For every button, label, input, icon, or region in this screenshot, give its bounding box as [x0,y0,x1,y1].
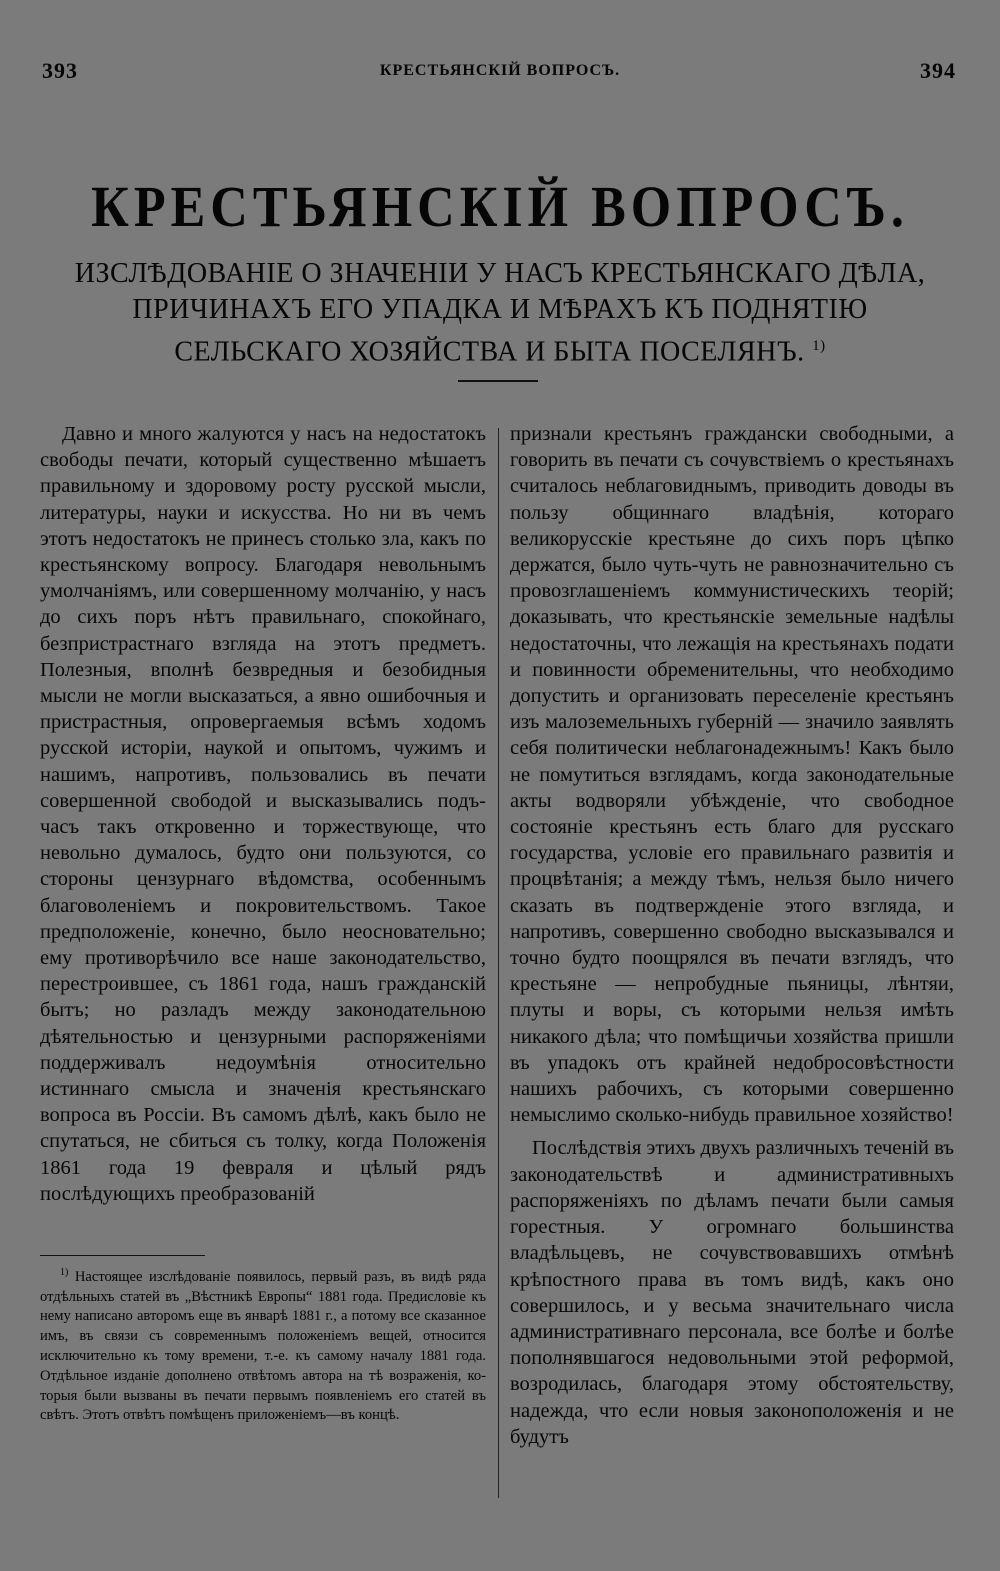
running-head [0,58,1000,88]
page-number-left: 393 [42,58,78,83]
subtitle-footnote-mark: 1) [812,338,826,354]
subtitle-line-3 [60,328,940,370]
right-column-paragraph-2: Послѣдствія этихъ двухъ различныхъ теченій въ законодательствѣ и административныхъ распоряженіяхъ по дѣламъ печати были самыя горестныя. У огромнаго большинства владѣльцевъ, не сочувствовавшихъ отмѣнѣ крѣпостного права въ томъ видѣ, какъ оно совершилось, и у весьма значительнаго числа административнаго персонала, все болѣе и болѣе пополнявшагося недовольными этой реформой, возродилась, благодаря этому обстоятельству, надежда, что если новыя законоположенія и не будутъ [510,1137,954,1448]
footnote-text: Настоящее изслѣдованіе появилось, первый разъ, въ видѣ ряда отдѣльныхъ статей въ „Вѣстникѣ Европы“ 1881 года. Предисловіе къ нему написано авторомъ еще въ январѣ 1881 г., а потому все сказанное имъ, въ связи съ современнымъ положеніемъ вещей, относится исключительно къ тому времени, т.-е. къ самому началу 1881 года. Отдѣльное изданіе дополнено отвѣтомъ автора на тѣ возраженія, которыя были вызваны въ печати первымъ появленіемъ его статей въ свѣтъ. Этотъ отвѣтъ помѣщенъ приложеніемъ—въ концѣ. [40,1268,486,1424]
subtitle-line-2: ПРИЧИНАХЪ ЕГО УПАДКА И МѢРАХЪ КЪ ПОДНЯТІЮ [132,294,868,325]
right-column-paragraph-1: признали крестьянъ граждански свободными, а говорить въ печати съ сочувствіемъ о крестьянахъ считалось неблаговиднымъ, приводить доводы въ пользу общиннаго владѣнія, котораго великорусскіе крестьяне до сихъ поръ цѣпко держатся, было чуть-чуть не равнозначительно съ провозглашеніемъ коммунистическихъ теорій; доказывать, что крестьянскіе земельные надѣлы недостаточны, что лежащія на крестьянахъ подати и повинности обременительны, что необходимо допустить и организовать переселеніе крестьянъ изъ малоземельныхъ губерній — значило заявлять себя политически неблагонадежнымъ! Какъ было не помутиться взглядамъ, когда законодательные акты водворяли убѣжденіе, что свободное состояніе крестьянъ есть благо для русскаго государства, условіе его правильнаго развитія и процвѣтанія; а между тѣмъ, нельзя было ничего сказать въ подтвержденіе этого взгляда, и напротивъ, совершенно свободно высказывался и точно будто поощрялся въ печати взглядъ, что крестьяне — непробудные пьяницы, лѣнтяи, плуты и воры, съ которыми нельзя имѣть никакого дѣла; что помѣщичьи хозяйства пришли въ упадокъ отъ крайней недобросовѣстности нашихъ рабочихъ, съ которыми совершенно немыслимо сколько-нибудь правильное хозяйство! [510,423,954,1127]
footnote-mark: 1) [60,1267,69,1278]
subtitle-line-3-text: СЕЛЬСКАГО ХОЗЯЙСТВА И БЫТА ПОСЕЛЯНЪ. [174,336,805,368]
left-column [40,421,486,1207]
left-column-paragraph: Давно и много жалуются у насъ на недостатокъ свободы печати, который существенно мѣшаетъ правильному и здоровому росту русской мысли, литературы, науки и искусства. Но ни въ чемъ этотъ недостатокъ не принесъ столько зла, какъ по крестьянскому вопросу. Благодаря невольнымъ умолчаніямъ, или совершенному молчанію, у насъ до сихъ поръ нѣтъ правильнаго, спокойнаго, безпристрастнаго взгляда на этотъ предметъ. Полезныя, вполнѣ безвредныя и безобидныя мысли не могли высказаться, а явно ошибочныя и пристрастныя, опровергаемыя всѣмъ ходомъ русской исторіи, наукой и опытомъ, чужимъ и нашимъ, напротивъ, пользовались въ печати совершенной свободой и высказывались подъ-часъ такъ откровенно и торжествующе, что невольно думалось, будто они пользуются, со стороны цензурнаго вѣдомства, особеннымъ благоволеніемъ и покровительствомъ. Такое предположеніе, конечно, было неосновательно; ему противорѣчило все наше законодательство, перестроившее, съ 1861 года, нашъ гражданскій бытъ; но разладъ между законодательною дѣятельностью и цензурными распоряженіями поддерживалъ недоумѣнія относительно истиннаго смысла и значенія крестьянскаго вопроса въ Россіи. Въ самомъ дѣлѣ, какъ было не спутаться, не сбиться съ толку, когда Положенія 1861 года 19 февраля и цѣлый рядъ послѣдующихъ преобразованій [40,423,486,1205]
running-head-title: КРЕСТЬЯНСКІЙ ВОПРОСЪ. [379,62,621,79]
page-number-right: 394 [920,58,956,83]
article-title: КРЕСТЬЯНСКІЙ ВОПРОСЪ. [91,175,909,240]
footnote-rule [40,1255,205,1256]
footnote [40,1263,486,1426]
article-subtitle [60,256,940,370]
column-divider [498,428,499,1498]
right-column [510,421,954,1450]
title-rule [458,380,538,382]
subtitle-line-1: ИЗСЛѢДОВАНІЕ О ЗНАЧЕНІИ У НАСЪ КРЕСТЬЯНСКАГО ДѢЛА, [74,258,926,289]
